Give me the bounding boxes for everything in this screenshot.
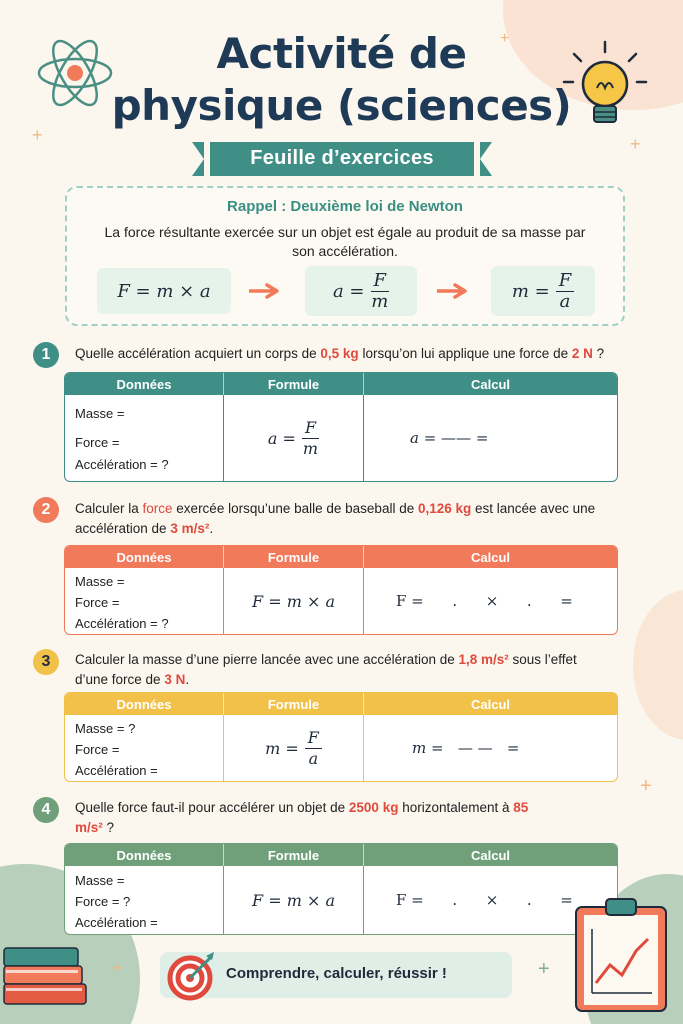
col-formule: Formule [224,693,364,715]
col-formule: Formule [224,844,364,866]
arrow-right-icon [437,283,471,299]
question-text-1: Quelle accélération acquiert un corps de 0,5 kg lorsqu’on lui applique une force de 2 N ? [75,346,605,361]
col-formule: Formule [224,546,364,568]
col-donnees: Données [65,546,224,568]
slogan-bar [160,952,512,998]
data-cell[interactable]: Masse = Force = Accélération = ? [65,568,224,634]
sparkle-icon: + [630,134,641,154]
col-donnees: Données [65,373,224,395]
target-icon [166,950,218,1002]
sparkle-icon: + [500,30,510,47]
col-calcul: Calcul [470,376,510,392]
question-text-3: Calculer la masse d’une pierre lancée avec une accélération de 1,8 m/s² sous l’effet d’une force de 3 N. [75,652,577,687]
slogan: Comprendre, calculer, réussir ! [226,965,447,982]
rappel-title: Rappel : Deuxième loi de Newton [227,198,463,215]
bg-blob-mid-right [633,590,683,740]
exercise-table-3 [64,692,618,782]
arrow-right-icon [249,283,283,299]
page-title [0,28,683,132]
subtitle-ribbon [192,142,492,176]
question-number-1: 1 [33,342,59,368]
col-calcul: Calcul [470,549,510,565]
question-number-4: 4 [33,797,59,823]
title-line-2: physique (sciences) [111,81,572,130]
col-calcul: Calcul [470,847,510,863]
formula-cell: m = $\frac{F}{a}$ [224,715,364,781]
sparkle-icon: + [640,775,652,797]
title-line-1: Activité de [216,29,467,78]
question-text-2: Calculer la force exercée lorsqu’une balle de baseball de 0,126 kg est lancée avec une accélération de 3 m/s². [75,501,596,536]
col-calcul: Calcul [470,696,510,712]
calc-cell[interactable]: F = . × . = [396,891,573,909]
sparkle-icon: + [32,125,43,145]
formula-cell: F = m × a [224,568,364,634]
col-formule: Formule [224,373,364,395]
formula-cell: F = m × a [224,866,364,934]
question-text-4: Quelle force faut-il pour accélérer un objet de 2500 kg horizontalement à 85 m/s² ? [75,800,529,835]
rappel-box [65,186,625,326]
data-cell[interactable]: Masse = Force = ? Accélération = [65,866,224,934]
formula-mass: m = $\frac{F}{a}$ [491,266,595,316]
formula-cell: a = $\frac{F}{m}$ [224,395,364,481]
data-cell[interactable]: Masse = ? Force = Accélération = [65,715,224,781]
exercise-table-1 [64,372,618,482]
formula-acceleration: a = $\frac{F}{m}$ [305,266,417,316]
sparkle-icon: + [538,958,550,980]
data-cell[interactable]: Masse = Force = Accélération = ? [65,395,224,481]
question-number-3: 3 [33,649,59,675]
sparkle-icon: + [112,958,123,978]
books-icon [0,940,92,1024]
calc-cell[interactable]: m = — — = [412,739,520,757]
question-number-2: 2 [33,497,59,523]
calc-cell[interactable]: F = . × . = [396,592,573,610]
clipboard-chart-icon [570,895,675,1015]
exercise-table-2 [64,545,618,635]
col-donnees: Données [65,693,224,715]
col-donnees: Données [65,844,224,866]
calc-cell[interactable]: a = —— = [410,429,489,447]
rappel-text: La force résultante exercée sur un objet est égale au produit de sa masse par son accélération. [104,224,586,259]
exercise-table-4 [64,843,618,935]
subtitle: Feuille d’exercices [250,147,434,169]
formula-force: F = m × a [97,268,231,314]
